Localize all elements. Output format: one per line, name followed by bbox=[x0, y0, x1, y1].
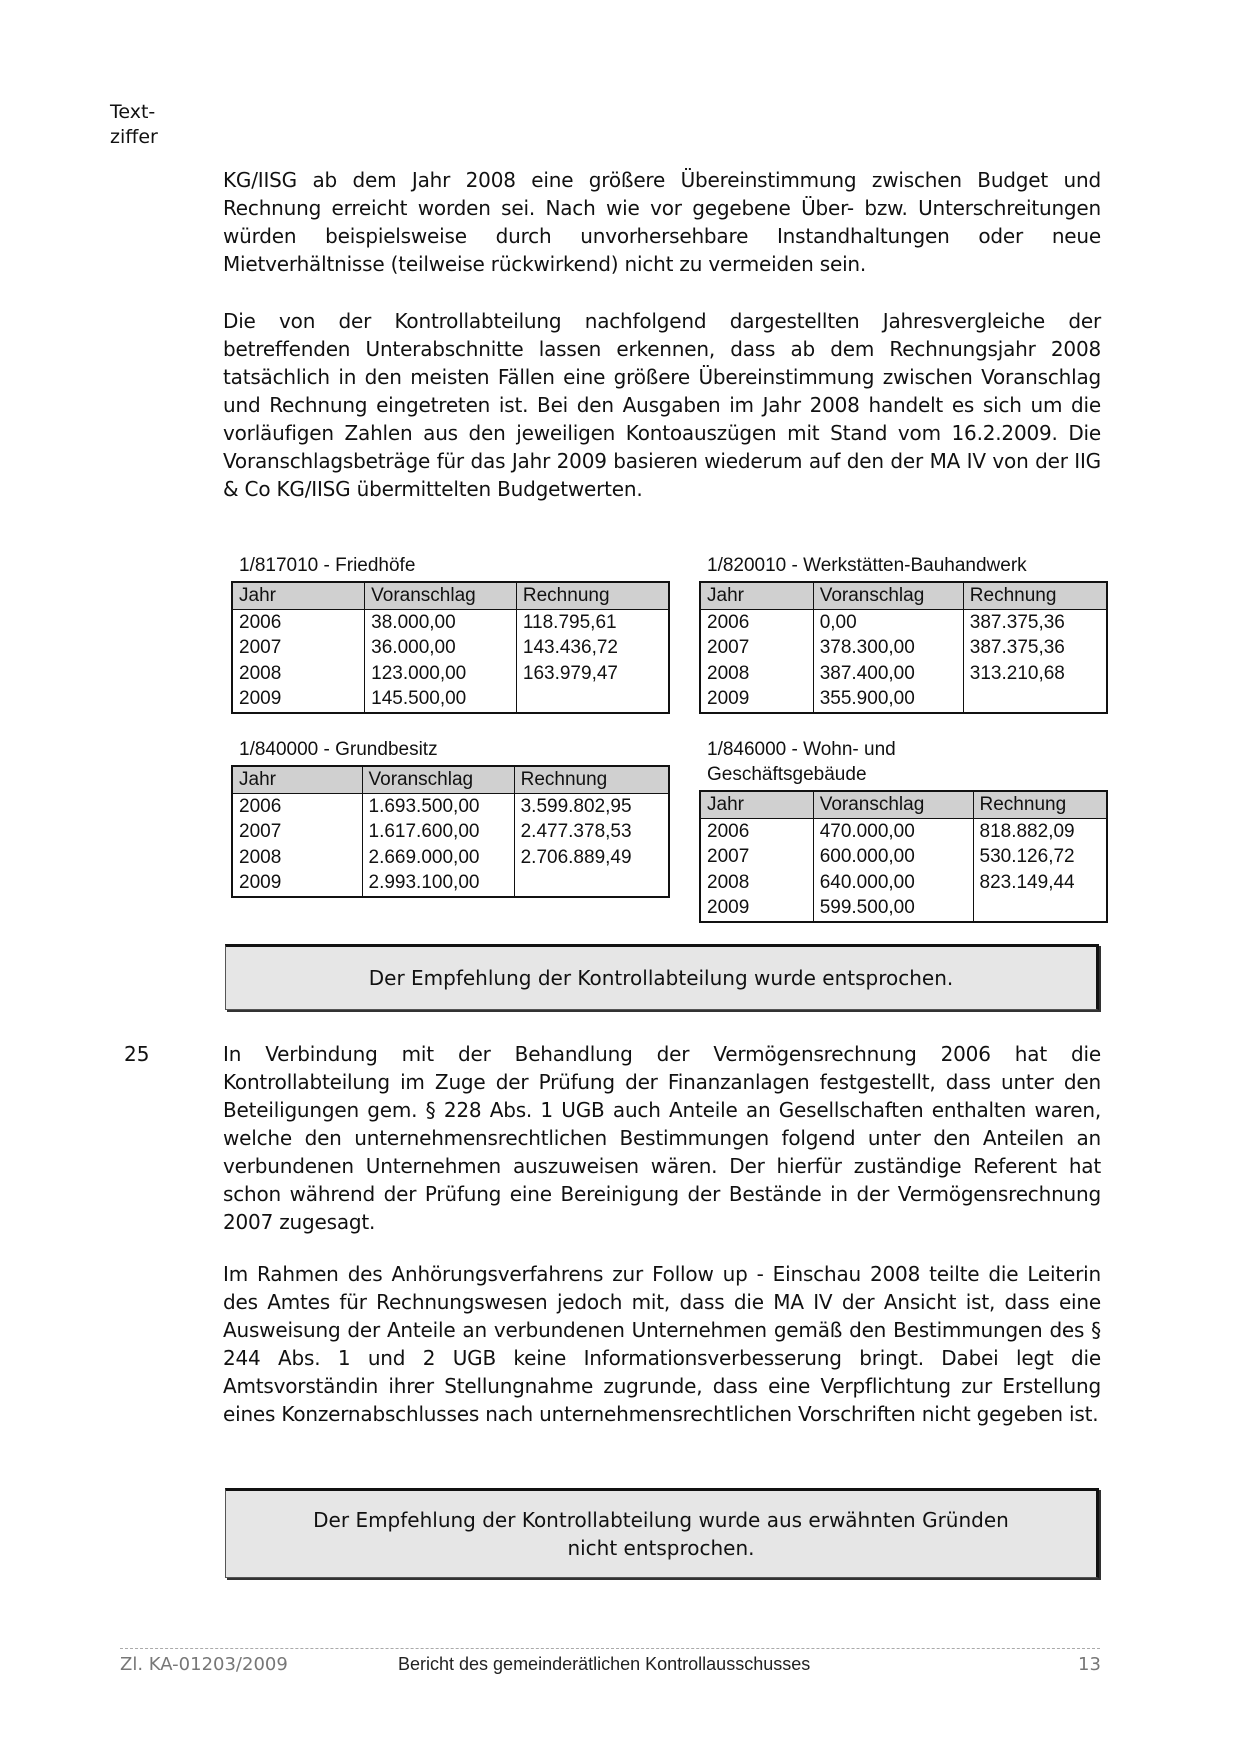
footer-reference: Zl. KA-01203/2009 bbox=[120, 1654, 288, 1675]
table-cell: 2006 bbox=[700, 819, 813, 845]
paragraph-2: Die von der Kontrollabteilung nachfolgend dargestellten Jahresvergleiche der betreffenden Unterabschnitte lassen erkennen, dass ab dem Rechnungsjahr 2008 tatsächlich in den meisten Fällen eine größere Übereinstimmung zwischen Voranschlag und Rechnung eingetreten ist. Bei den Ausgaben im Jahr 2008 handelt es sich um die vorläufigen Zahlen aus den jeweiligen Kontoauszügen mit Stand vom 16.2.2009. Die Voranschlagsbeträge für das Jahr 2009 basieren wiederum auf den der MA IV von der IIG & Co KG/IISG übermittelten Budgetwerten. bbox=[223, 309, 1101, 501]
table-row bbox=[232, 610, 669, 636]
table-cell: 599.500,00 bbox=[813, 896, 973, 923]
table-cell: 2007 bbox=[700, 845, 813, 871]
paragraph-3: In Verbindung mit der Behandlung der Vermögensrechnung 2006 hat die Kontrollabteilung im Zuge der Prüfung der Finanzanlagen festgestellt, dass unter den Beteiligungen gem. § 228 Abs. 1 UGB auch Anteile an Gesellschaften enthalten waren, welche den unternehmensrechtlichen Bestimmungen folgend unter den Anteilen an verbundenen Unternehmen auszuweisen wären. Der hierfür zuständige Referent hat schon während der Prüfung eine Bereinigung der Bestände in der Vermögensrechnung 2007 zugesagt. bbox=[223, 1042, 1101, 1234]
table-cell: 2008 bbox=[232, 661, 365, 687]
column-header: Jahr bbox=[700, 791, 813, 819]
table-cell: 387.375,36 bbox=[963, 610, 1107, 636]
table-cell: 640.000,00 bbox=[813, 870, 973, 896]
column-header: Rechnung bbox=[973, 791, 1107, 819]
table-cell: 2.993.100,00 bbox=[362, 871, 514, 898]
budget-table-block bbox=[231, 553, 670, 714]
recommendation-box-1 bbox=[225, 944, 1099, 1010]
margin-label-line: ziffer bbox=[110, 126, 158, 148]
table-cell: 2006 bbox=[232, 610, 365, 636]
table-cell: 143.436,72 bbox=[516, 636, 669, 662]
margin-label bbox=[110, 100, 158, 150]
footer-divider bbox=[120, 1648, 1100, 1649]
table-cell: 2009 bbox=[700, 896, 813, 923]
table-row bbox=[700, 661, 1107, 687]
box-text: nicht entsprochen. bbox=[567, 1536, 755, 1560]
footer-title: Bericht des gemeinderätlichen Kontrollausschusses bbox=[398, 1654, 811, 1674]
budget-table bbox=[231, 765, 670, 898]
column-header: Voranschlag bbox=[365, 582, 517, 610]
table-title: 1/840000 - Grundbesitz bbox=[239, 739, 438, 760]
table-row bbox=[232, 871, 669, 898]
column-header: Jahr bbox=[232, 582, 365, 610]
table-cell: 818.882,09 bbox=[973, 819, 1107, 845]
table-cell: 2008 bbox=[700, 870, 813, 896]
table-cell: 2007 bbox=[232, 636, 365, 662]
column-header: Rechnung bbox=[963, 582, 1107, 610]
paragraph-4: Im Rahmen des Anhörungsverfahrens zur Follow up - Einschau 2008 teilte die Leiterin des Amtes für Rechnungswesen jedoch mit, dass die MA IV der Ansicht ist, dass eine Ausweisung der Anteile an verbundenen Unternehmen gemäß den Bestimmungen des § 244 Abs. 1 und 2 UGB keine Informationsverbesserung bringt. Dabei legt die Amtsvorständin ihrer Stellungnahme zugrunde, dass eine Verpflichtung zur Erstellung eines Konzernabschlusses nach unternehmensrechtlichen Vorschriften nicht gegeben ist. bbox=[223, 1262, 1101, 1426]
table-cell: 600.000,00 bbox=[813, 845, 973, 871]
budget-table bbox=[699, 790, 1108, 923]
table-cell: 378.300,00 bbox=[813, 636, 963, 662]
table-cell: 2007 bbox=[232, 820, 362, 846]
margin-label-line: Text- bbox=[110, 101, 156, 123]
table-cell: 2.477.378,53 bbox=[514, 820, 669, 846]
table-cell: 2006 bbox=[232, 794, 362, 820]
page-number: 13 bbox=[1078, 1654, 1101, 1675]
table-row bbox=[700, 870, 1107, 896]
table-cell: 36.000,00 bbox=[365, 636, 517, 662]
table-row bbox=[232, 687, 669, 714]
table-cell: 823.149,44 bbox=[973, 870, 1107, 896]
table-cell: 2008 bbox=[232, 845, 362, 871]
budget-table-block bbox=[699, 737, 1108, 923]
table-cell: 3.599.802,95 bbox=[514, 794, 669, 820]
column-header: Voranschlag bbox=[813, 582, 963, 610]
table-cell bbox=[973, 896, 1107, 923]
table-row bbox=[700, 636, 1107, 662]
box-text: Der Empfehlung der Kontrollabteilung wurde entsprochen. bbox=[368, 966, 954, 990]
table-cell: 118.795,61 bbox=[516, 610, 669, 636]
table-cell: 313.210,68 bbox=[963, 661, 1107, 687]
table-cell: 530.126,72 bbox=[973, 845, 1107, 871]
table-cell: 1.693.500,00 bbox=[362, 794, 514, 820]
budget-table bbox=[231, 581, 670, 714]
table-row bbox=[700, 896, 1107, 923]
table-cell: 355.900,00 bbox=[813, 687, 963, 714]
paragraph-1: KG/IISG ab dem Jahr 2008 eine größere Übereinstimmung zwischen Budget und Rechnung erreicht worden sei. Nach wie vor gegebene Über- bzw. Unterschreitungen würden beispielsweise durch unvorhersehbare Instandhaltungen oder neue Mietverhältnisse (teilweise rückwirkend) nicht zu vermeiden sein. bbox=[223, 168, 1101, 276]
table-cell: 123.000,00 bbox=[365, 661, 517, 687]
table-cell: 2009 bbox=[700, 687, 813, 714]
budget-table-block bbox=[699, 553, 1108, 714]
table-cell: 470.000,00 bbox=[813, 819, 973, 845]
column-header: Jahr bbox=[232, 766, 362, 794]
section-number: 25 bbox=[124, 1042, 150, 1066]
table-cell bbox=[516, 687, 669, 714]
table-row bbox=[232, 661, 669, 687]
table-title: 1/817010 - Friedhöfe bbox=[239, 555, 416, 576]
table-cell: 387.400,00 bbox=[813, 661, 963, 687]
table-title: 1/846000 - Wohn- und Geschäftsgebäude bbox=[707, 739, 896, 785]
table-row bbox=[700, 687, 1107, 714]
table-cell: 2007 bbox=[700, 636, 813, 662]
table-cell: 2.669.000,00 bbox=[362, 845, 514, 871]
table-row bbox=[700, 845, 1107, 871]
table-title: 1/820010 - Werkstätten-Bauhandwerk bbox=[707, 555, 1027, 576]
table-row bbox=[700, 819, 1107, 845]
table-row bbox=[232, 820, 669, 846]
table-cell bbox=[514, 871, 669, 898]
table-cell: 1.617.600,00 bbox=[362, 820, 514, 846]
table-row bbox=[232, 845, 669, 871]
recommendation-box-2 bbox=[225, 1488, 1099, 1578]
column-header: Rechnung bbox=[516, 582, 669, 610]
table-cell: 0,00 bbox=[813, 610, 963, 636]
table-cell bbox=[963, 687, 1107, 714]
table-cell: 38.000,00 bbox=[365, 610, 517, 636]
table-row bbox=[232, 636, 669, 662]
table-cell: 2009 bbox=[232, 687, 365, 714]
column-header: Rechnung bbox=[514, 766, 669, 794]
table-cell: 2009 bbox=[232, 871, 362, 898]
column-header: Voranschlag bbox=[362, 766, 514, 794]
table-cell: 163.979,47 bbox=[516, 661, 669, 687]
box-text: Der Empfehlung der Kontrollabteilung wurde aus erwähnten Gründen bbox=[313, 1508, 1009, 1532]
budget-table bbox=[699, 581, 1108, 714]
table-cell: 387.375,36 bbox=[963, 636, 1107, 662]
table-row bbox=[232, 794, 669, 820]
table-cell: 2.706.889,49 bbox=[514, 845, 669, 871]
column-header: Jahr bbox=[700, 582, 813, 610]
table-cell: 2006 bbox=[700, 610, 813, 636]
table-cell: 145.500,00 bbox=[365, 687, 517, 714]
budget-table-block bbox=[231, 737, 670, 898]
table-row bbox=[700, 610, 1107, 636]
table-cell: 2008 bbox=[700, 661, 813, 687]
column-header: Voranschlag bbox=[813, 791, 973, 819]
